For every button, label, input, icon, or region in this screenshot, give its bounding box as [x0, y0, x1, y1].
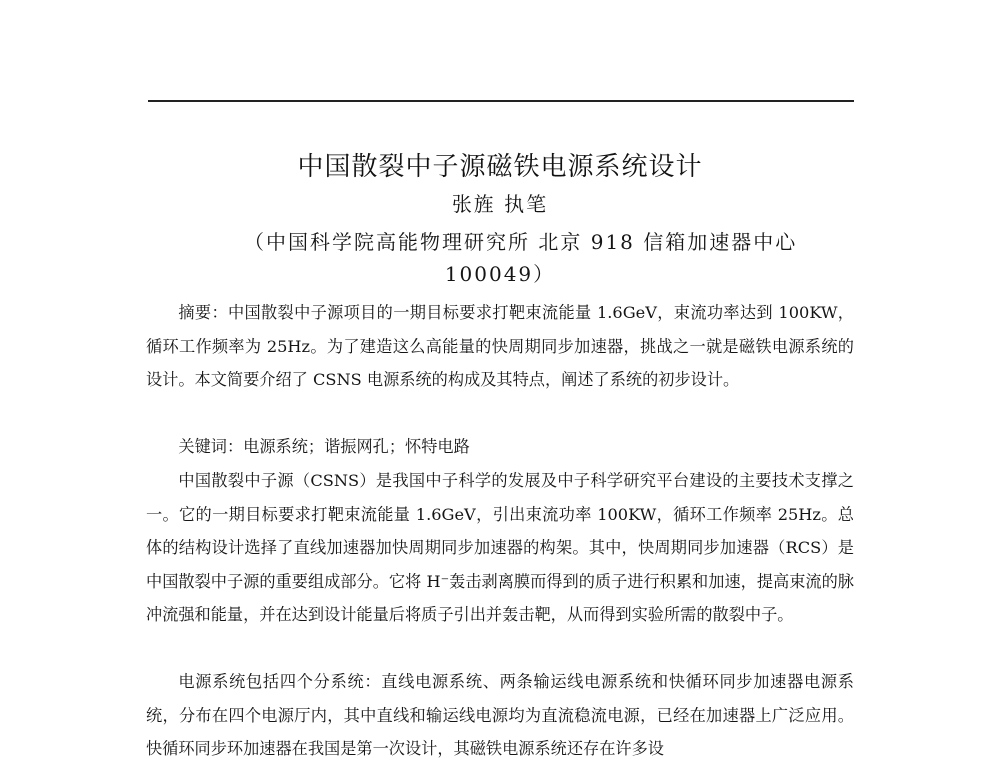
- abstract-text: 中国散裂中子源项目的一期目标要求打靶束流能量 1.6GeV，束流功率达到 100KW，循环工作频率为 25Hz。为了建造这么高能量的快周期同步加速器，挑战之一就是磁铁电源系统的设计。本文简要介绍了 CSNS 电源系统的构成及其特点，阐述了系统的初步设计。: [146, 303, 854, 390]
- affiliation-line-1: （中国科学院高能物理研究所 北京 918 信箱加速器中心: [244, 230, 798, 254]
- body-paragraph-1: 中国散裂中子源（CSNS）是我国中子科学的发展及中子科学研究平台建设的主要技术支撑之一。它的一期目标要求打靶束流能量 1.6GeV，引出束流功率 100KW，循环工作频率 25Hz。总体的结构设计选择了直线加速器加快周期同步加速器的构架。其中，快周期同步加速器（RCS）是中国散裂中子源的重要组成部分。它将 H⁻轰击剥离膜而得到的质子进行积累和加速，提高束流的脉冲流强和能量，并在达到设计能量后将质子引出并轰击靶，从而得到实验所需的散裂中子。: [146, 471, 854, 625]
- header-rule: [148, 100, 854, 102]
- affiliation-line-2: 100049）: [444, 262, 556, 286]
- keywords-label: 关键词：: [178, 437, 244, 456]
- keywords-paragraph: [146, 430, 854, 464]
- keywords-text: 电源系统；谐振网孔；怀特电路: [243, 437, 470, 456]
- paper-title: 中国散裂中子源磁铁电源系统设计: [297, 152, 703, 182]
- abstract-paragraph: [146, 296, 854, 397]
- body-paragraph-2: 电源系统包括四个分系统：直线电源系统、两条输运线电源系统和快循环同步加速器电源系统，分布在四个电源厅内，其中直线和输运线电源均为直流稳流电源，已经在加速器上广泛应用。快循环同步环加速器在我国是第一次设计，其磁铁电源系统还存在许多设: [146, 672, 854, 759]
- abstract-label: 摘要：: [178, 303, 228, 322]
- paper-author: 张旌 执笔: [451, 192, 549, 216]
